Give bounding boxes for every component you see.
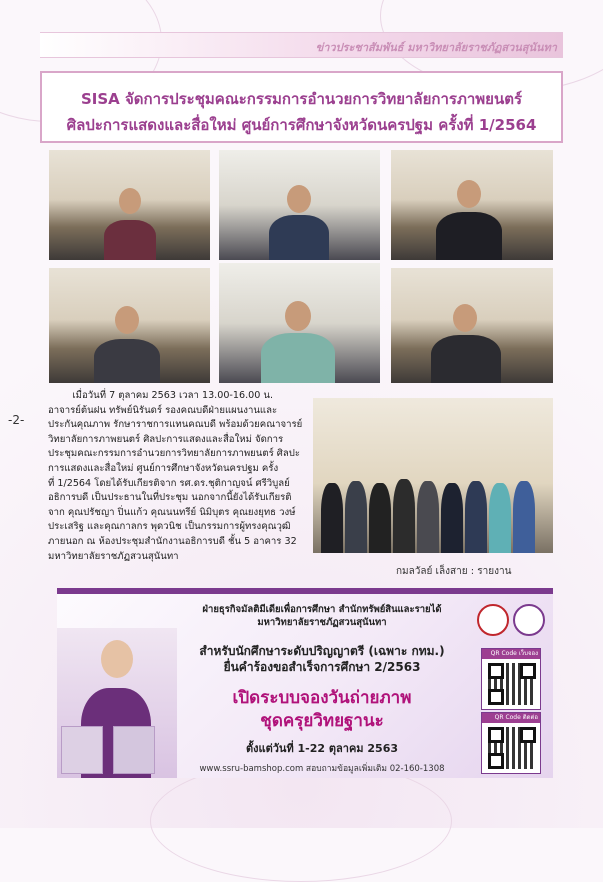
newsletter-header: [40, 32, 563, 58]
title-line-2: ศิลปะการแสดงและสื่อใหม่ ศูนย์การศึกษาจังหวัดนครปฐม ครั้งที่ 1/2564: [66, 116, 537, 134]
body-line: มหาวิทยาลัยราชภัฏสวนสุนันทา: [48, 550, 179, 562]
ad-subtitle-1: สำหรับนักศึกษาระดับปริญญาตรี (เฉพาะ กทม.): [199, 644, 445, 658]
ad-subtitle-2: ยื่นคำร้องขอสำเร็จการศึกษา 2/2563: [223, 660, 421, 674]
body-line: ที่ 1/2564 โดยได้รับเกียรติจาก รศ.ดร.ชุติกาญจน์ ศรีวิบูลย์: [48, 477, 290, 489]
page-number: -2-: [8, 413, 25, 427]
title-line-1: SISA จัดการประชุมคณะกรรมการอำนวยการวิทยาลัยการภาพยนตร์: [80, 90, 523, 108]
qr-label: QR Code เว็บจอง: [482, 649, 540, 659]
meeting-photo-3: [391, 150, 553, 260]
body-line: วิทยาลัยการภาพยนตร์ ศิลปะการแสดงและสื่อใหม่ จัดการ: [48, 433, 284, 445]
graduate-thumbnail-male: [113, 726, 155, 774]
graduation-photo-ad: [57, 588, 553, 778]
decorative-swirl: [150, 760, 452, 882]
ad-headline-1: เปิดระบบจองวันถ่ายภาพ: [232, 688, 412, 708]
ad-headline-2: ชุดครุยวิทยฐานะ: [260, 711, 384, 731]
qr-code-contact[interactable]: [481, 712, 541, 774]
meeting-photo-2: [219, 150, 380, 260]
body-line: เมื่อวันที่ 7 ตุลาคม 2563 เวลา 13.00-16.00 น.: [48, 390, 274, 401]
body-line: จาก คุณปรัชญา ปิ่นแก้ว คุณนนทรีย์ นิมิบุตร คุณยงยุทธ วงษ์: [48, 506, 296, 518]
qr-corner-icon: [488, 663, 504, 679]
body-line: ภายนอก ณ ห้องประชุมสำนักงานอธิการบดี ชั้น 5 อาคาร 32: [48, 535, 297, 547]
body-line: ประกันคุณภาพ รักษาราชการแทนคณบดี พร้อมด้วยคณาจารย์: [48, 419, 303, 431]
group-photo: [313, 398, 553, 553]
body-line: อาจารย์ต้นฝน ทรัพย์นิรันดร์ รองคณบดีฝ่ายแผนงานและ: [48, 404, 278, 416]
header-text: ข่าวประชาสัมพันธ์ มหาวิทยาลัยราชภัฏสวนสุนันทา: [315, 41, 557, 54]
body-line: ประเสริฐ และคุณกาลกร พุดวนิช เป็นกรรมการผู้ทรงคุณวุฒิ: [48, 521, 291, 533]
article-body: [48, 389, 306, 564]
article-title-box: [40, 71, 563, 143]
qr-code-booking[interactable]: [481, 648, 541, 710]
meeting-photo-1: [49, 150, 210, 260]
ad-contact: www.ssru-bamshop.com สอบถามข้อมูลเพิ่มเติม 02-160-1308: [199, 764, 445, 774]
ad-org-line-2: มหาวิทยาลัยราชภัฏสวนสุนันทา: [257, 617, 387, 628]
ad-date: ตั้งแต่วันที่ 1-22 ตุลาคม 2563: [246, 742, 398, 755]
meeting-photo-5: [219, 263, 380, 383]
university-logo: [477, 604, 509, 636]
meeting-photo-4: [49, 268, 210, 383]
meeting-photo-6: [391, 268, 553, 383]
qr-corner-icon: [520, 663, 536, 679]
qr-corner-icon: [488, 689, 504, 705]
body-line: ประชุมคณะกรรมการอำนวยการวิทยาลัยการภาพยนตร์ ศิลปะ: [48, 448, 300, 460]
qr-corner-icon: [488, 727, 504, 743]
body-line: อธิการบดี เป็นประธานในที่ประชุม นอกจากนี้ยังได้รับเกียรติ: [48, 492, 292, 504]
byline: กมลวัลย์ เล็งสาย : รายงาน: [396, 566, 512, 577]
qr-label: QR Code ติดต่อ: [482, 713, 540, 723]
qr-corner-icon: [520, 727, 536, 743]
office-logo: [513, 604, 545, 636]
qr-corner-icon: [488, 753, 504, 769]
ad-top-band: [57, 588, 553, 594]
graduate-thumbnail-female: [61, 726, 103, 774]
ad-org-line-1: ฝ่ายธุรกิจมัลติมีเดียเพื่อการศึกษา สำนักทรัพย์สินและรายได้: [202, 604, 442, 615]
body-line: การแสดงและสื่อใหม่ ศูนย์การศึกษาจังหวัดนครปฐม ครั้ง: [48, 462, 279, 474]
